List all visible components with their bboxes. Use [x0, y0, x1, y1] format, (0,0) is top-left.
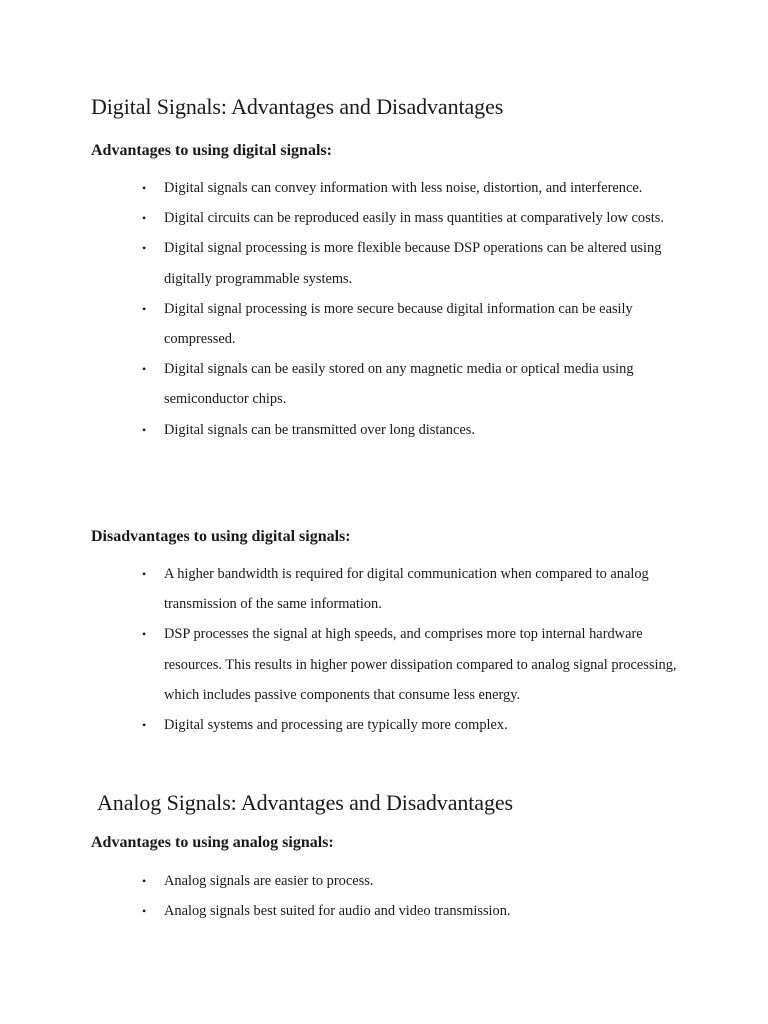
- list-item: • Digital signal processing is more secure because digital information can be easily compressed.: [164, 294, 694, 354]
- list-item: • Analog signals best suited for audio and video transmission.: [164, 896, 694, 926]
- heading-digital-disadvantages: Disadvantages to using digital signals:: [91, 528, 351, 545]
- list-item: • Digital signals can convey information with less noise, distortion, and interference.: [164, 173, 694, 203]
- list-item: • Analog signals are easier to process.: [164, 866, 694, 896]
- heading-analog-advantages: Advantages to using analog signals:: [91, 834, 334, 851]
- list-item: • Digital signals can be easily stored on any magnetic media or optical media using semiconductor chips.: [164, 354, 694, 414]
- list-item: • A higher bandwidth is required for digital communication when compared to analog transmission of the same information.: [164, 559, 694, 619]
- list-analog-advantages: [164, 866, 694, 926]
- list-item: • Digital circuits can be reproduced easily in mass quantities at comparatively low costs.: [164, 203, 694, 233]
- list-item: • DSP processes the signal at high speeds, and comprises more top internal hardware resources. This results in higher power dissipation compared to analog signal processing, which includes passive components that consume less energy.: [164, 619, 694, 710]
- section-title-digital: Digital Signals: Advantages and Disadvantages: [91, 94, 504, 119]
- list-item: • Digital systems and processing are typically more complex.: [164, 710, 694, 740]
- list-digital-advantages: [164, 173, 694, 445]
- list-digital-disadvantages: [164, 559, 694, 740]
- heading-digital-advantages: Advantages to using digital signals:: [91, 142, 332, 159]
- list-item: • Digital signal processing is more flexible because DSP operations can be altered using digitally programmable systems.: [164, 233, 694, 293]
- list-item: • Digital signals can be transmitted over long distances.: [164, 415, 694, 445]
- section-title-analog: Analog Signals: Advantages and Disadvantages: [97, 790, 513, 815]
